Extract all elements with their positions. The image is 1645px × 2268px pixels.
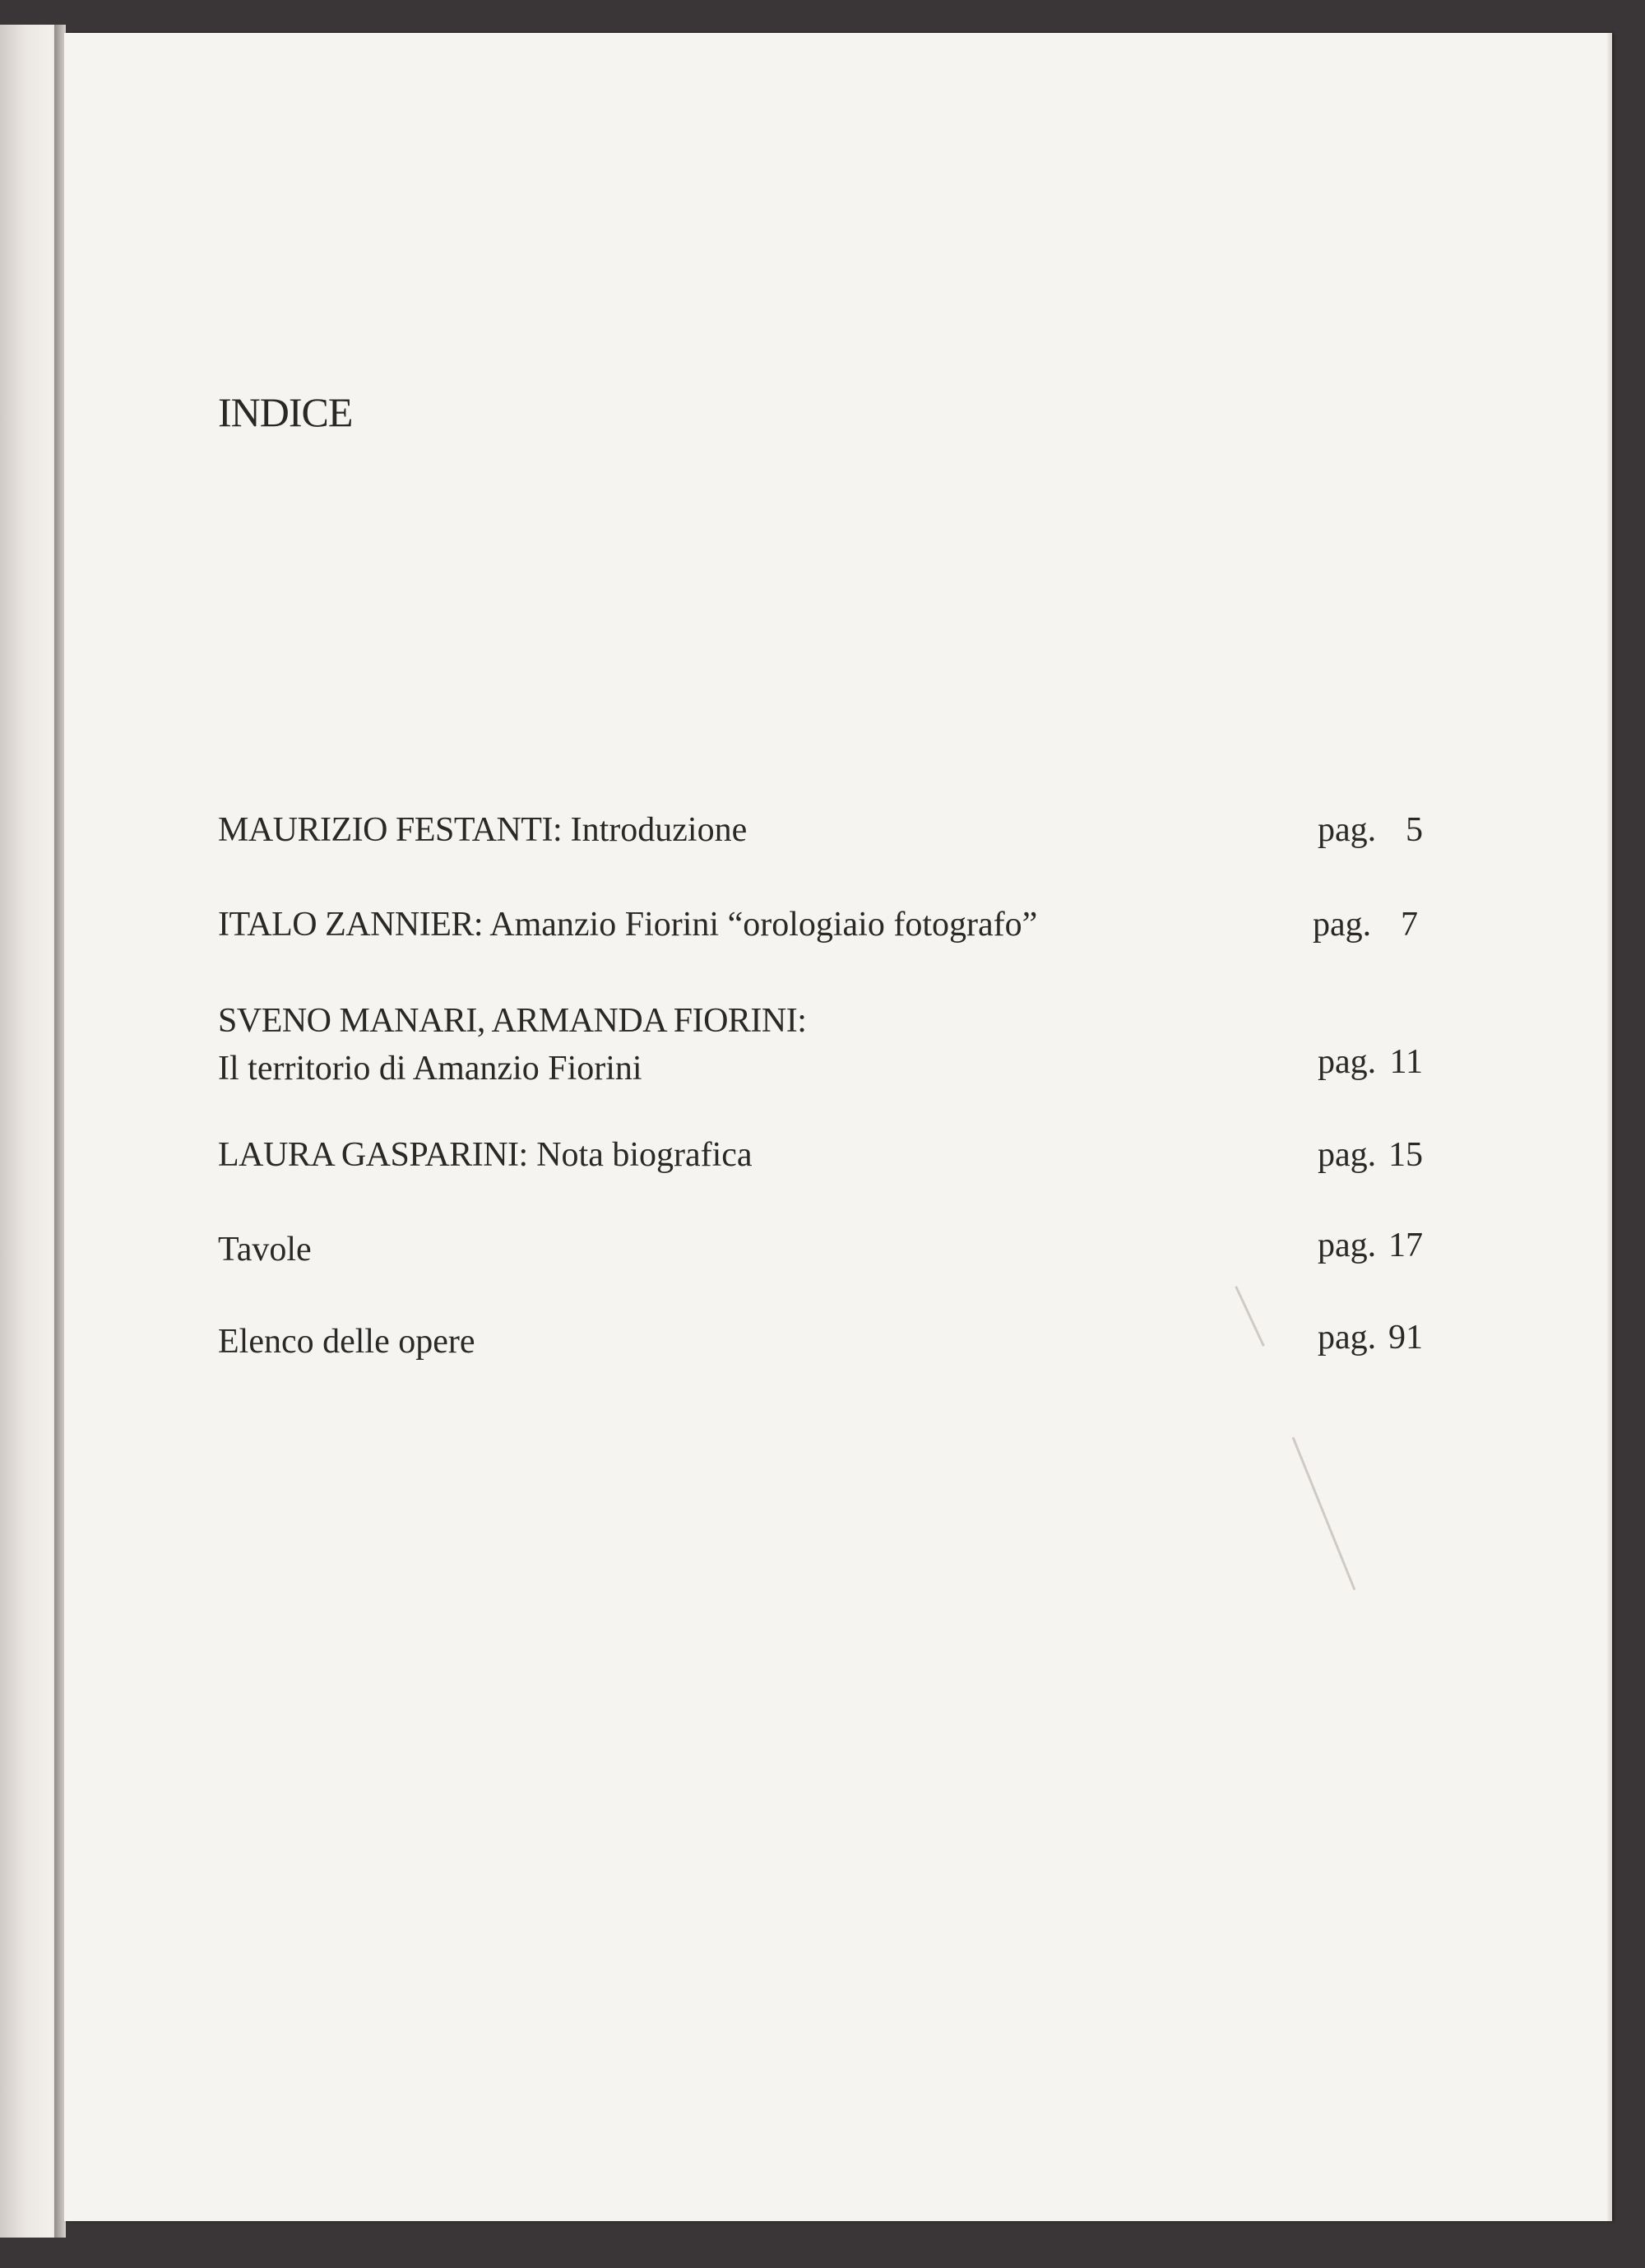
toc-entry xyxy=(218,806,747,854)
paper-mark xyxy=(1292,1437,1356,1591)
page-label: pag. xyxy=(1318,1136,1377,1174)
toc-entry-title: Elenco delle opere xyxy=(218,1323,475,1361)
toc-entry-author: SVENO MANARI, ARMANDA FIORINI: xyxy=(218,1002,807,1040)
toc-entry xyxy=(218,901,1037,948)
page-label: pag. xyxy=(1318,1227,1377,1264)
toc-title: INDICE xyxy=(218,389,353,435)
toc-entry xyxy=(218,1318,475,1366)
toc-entry-page xyxy=(1318,1222,1423,1269)
toc-entry-author: LAURA GASPARINI: xyxy=(218,1136,528,1174)
toc-entry xyxy=(218,1226,312,1273)
toc-entry xyxy=(218,997,806,1092)
page-number: 91 xyxy=(1388,1319,1423,1357)
toc-entry xyxy=(218,1131,753,1179)
page-number: 11 xyxy=(1389,1043,1423,1081)
page-number: 5 xyxy=(1406,811,1423,849)
toc-entry-author: MAURIZIO FESTANTI: xyxy=(218,811,563,849)
toc-entry-page xyxy=(1318,1131,1423,1179)
page-label: pag. xyxy=(1318,1043,1377,1081)
toc-entry-page xyxy=(1318,1314,1423,1361)
toc-entry-page xyxy=(1318,806,1423,854)
page-label: pag. xyxy=(1318,811,1377,849)
toc-entry-title: Amanzio Fiorini “orologiaio fotografo” xyxy=(489,906,1038,944)
page-number: 17 xyxy=(1388,1227,1423,1264)
page-label: pag. xyxy=(1318,1319,1377,1357)
toc-entry-title: Nota biografica xyxy=(536,1136,753,1174)
toc-entry-title: Introduzione xyxy=(570,811,748,849)
toc-entry-title: Il territorio di Amanzio Fiorini xyxy=(218,1050,642,1088)
toc-entry-page xyxy=(1313,901,1418,948)
toc-entry-author: ITALO ZANNIER: xyxy=(218,906,484,944)
page-number: 15 xyxy=(1388,1136,1423,1174)
page-label: pag. xyxy=(1313,906,1372,944)
paper-mark xyxy=(1235,1286,1265,1347)
toc-entry-title: Tavole xyxy=(218,1231,312,1269)
page-number: 7 xyxy=(1401,906,1418,944)
toc-entry-page xyxy=(1318,1038,1423,1086)
book-page xyxy=(64,33,1612,2221)
